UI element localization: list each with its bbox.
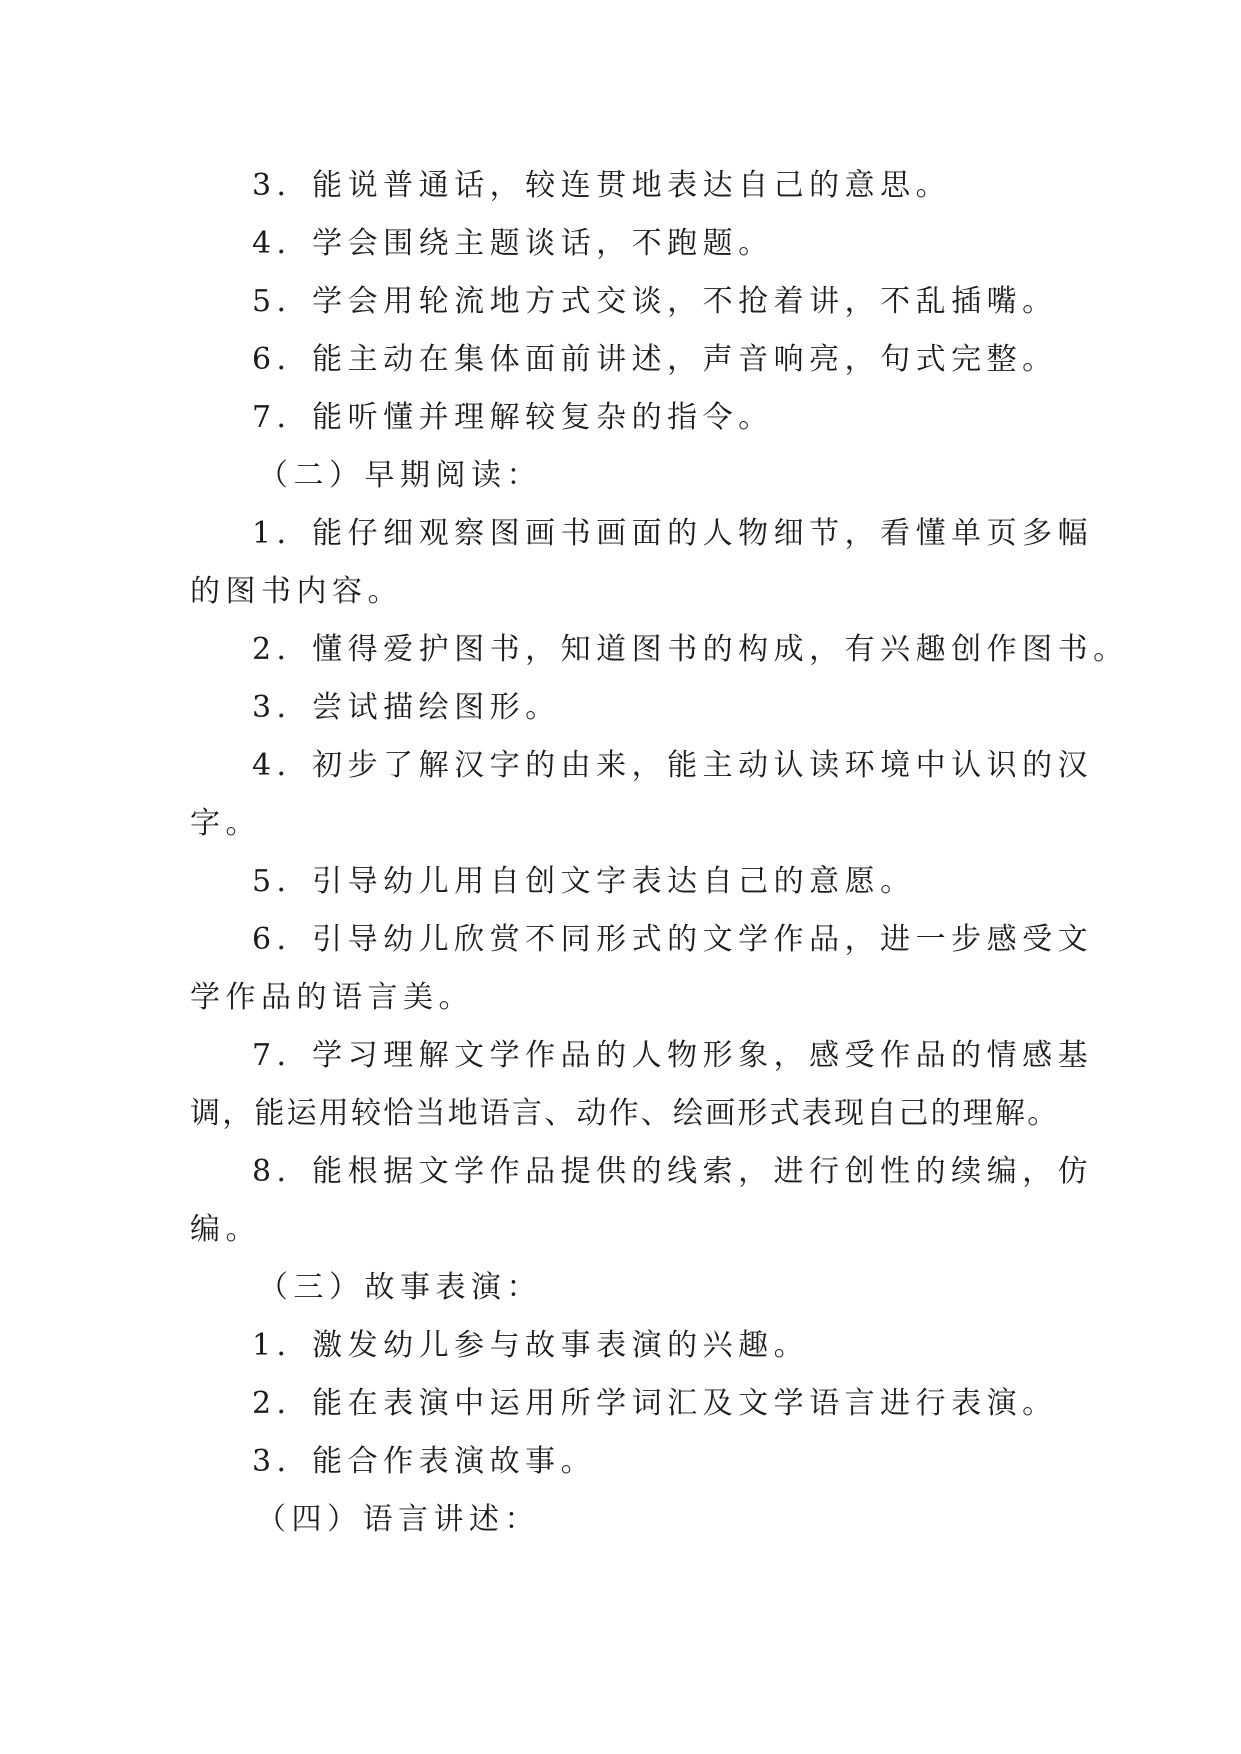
list-item: 7．能听懂并理解较复杂的指令。: [252, 400, 774, 435]
list-item-continuation: 调，能运用较恰当地语言、动作、绘画形式表现自己的理解。: [190, 1096, 1060, 1131]
list-item-continuation: 字。: [190, 806, 261, 841]
list-item: 2．懂得爱护图书，知道图书的构成，有兴趣创作图书。: [252, 632, 1129, 667]
list-item-continuation: 的图书内容。: [190, 574, 403, 609]
list-item: 4．初步了解汉字的由来，能主动认读环境中认识的汉: [252, 748, 1094, 783]
list-item: 4．学会围绕主题谈话，不跑题。: [252, 226, 774, 261]
list-item: 3．能说普通话，较连贯地表达自己的意思。: [252, 168, 952, 203]
list-item: 2．能在表演中运用所学词汇及文学语言进行表演。: [252, 1386, 1058, 1421]
list-item: 1．能仔细观察图画书画面的人物细节，看懂单页多幅: [252, 516, 1094, 551]
list-item: 3．尝试描绘图形。: [252, 690, 561, 725]
list-item-continuation: 学作品的语言美。: [190, 980, 474, 1015]
list-item-continuation: 编。: [190, 1212, 261, 1247]
list-item: 6．能主动在集体面前讲述，声音响亮，句式完整。: [252, 342, 1058, 377]
section-heading: （三）故事表演：: [258, 1270, 542, 1305]
list-item: 3．能合作表演故事。: [252, 1444, 597, 1479]
section-heading: （二）早期阅读：: [258, 458, 542, 493]
list-item: 5．引导幼儿用自创文字表达自己的意愿。: [252, 864, 916, 899]
list-item: 5．学会用轮流地方式交谈，不抢着讲，不乱插嘴。: [252, 284, 1058, 319]
list-item: 6．引导幼儿欣赏不同形式的文学作品，进一步感受文: [252, 922, 1094, 957]
list-item: 8．能根据文学作品提供的线索，进行创性的续编，仿: [252, 1154, 1094, 1189]
section-heading: （四）语言讲述：: [256, 1502, 540, 1537]
list-item: 7．学习理解文学作品的人物形象，感受作品的情感基: [252, 1038, 1094, 1073]
list-item: 1．激发幼儿参与故事表演的兴趣。: [252, 1328, 810, 1363]
